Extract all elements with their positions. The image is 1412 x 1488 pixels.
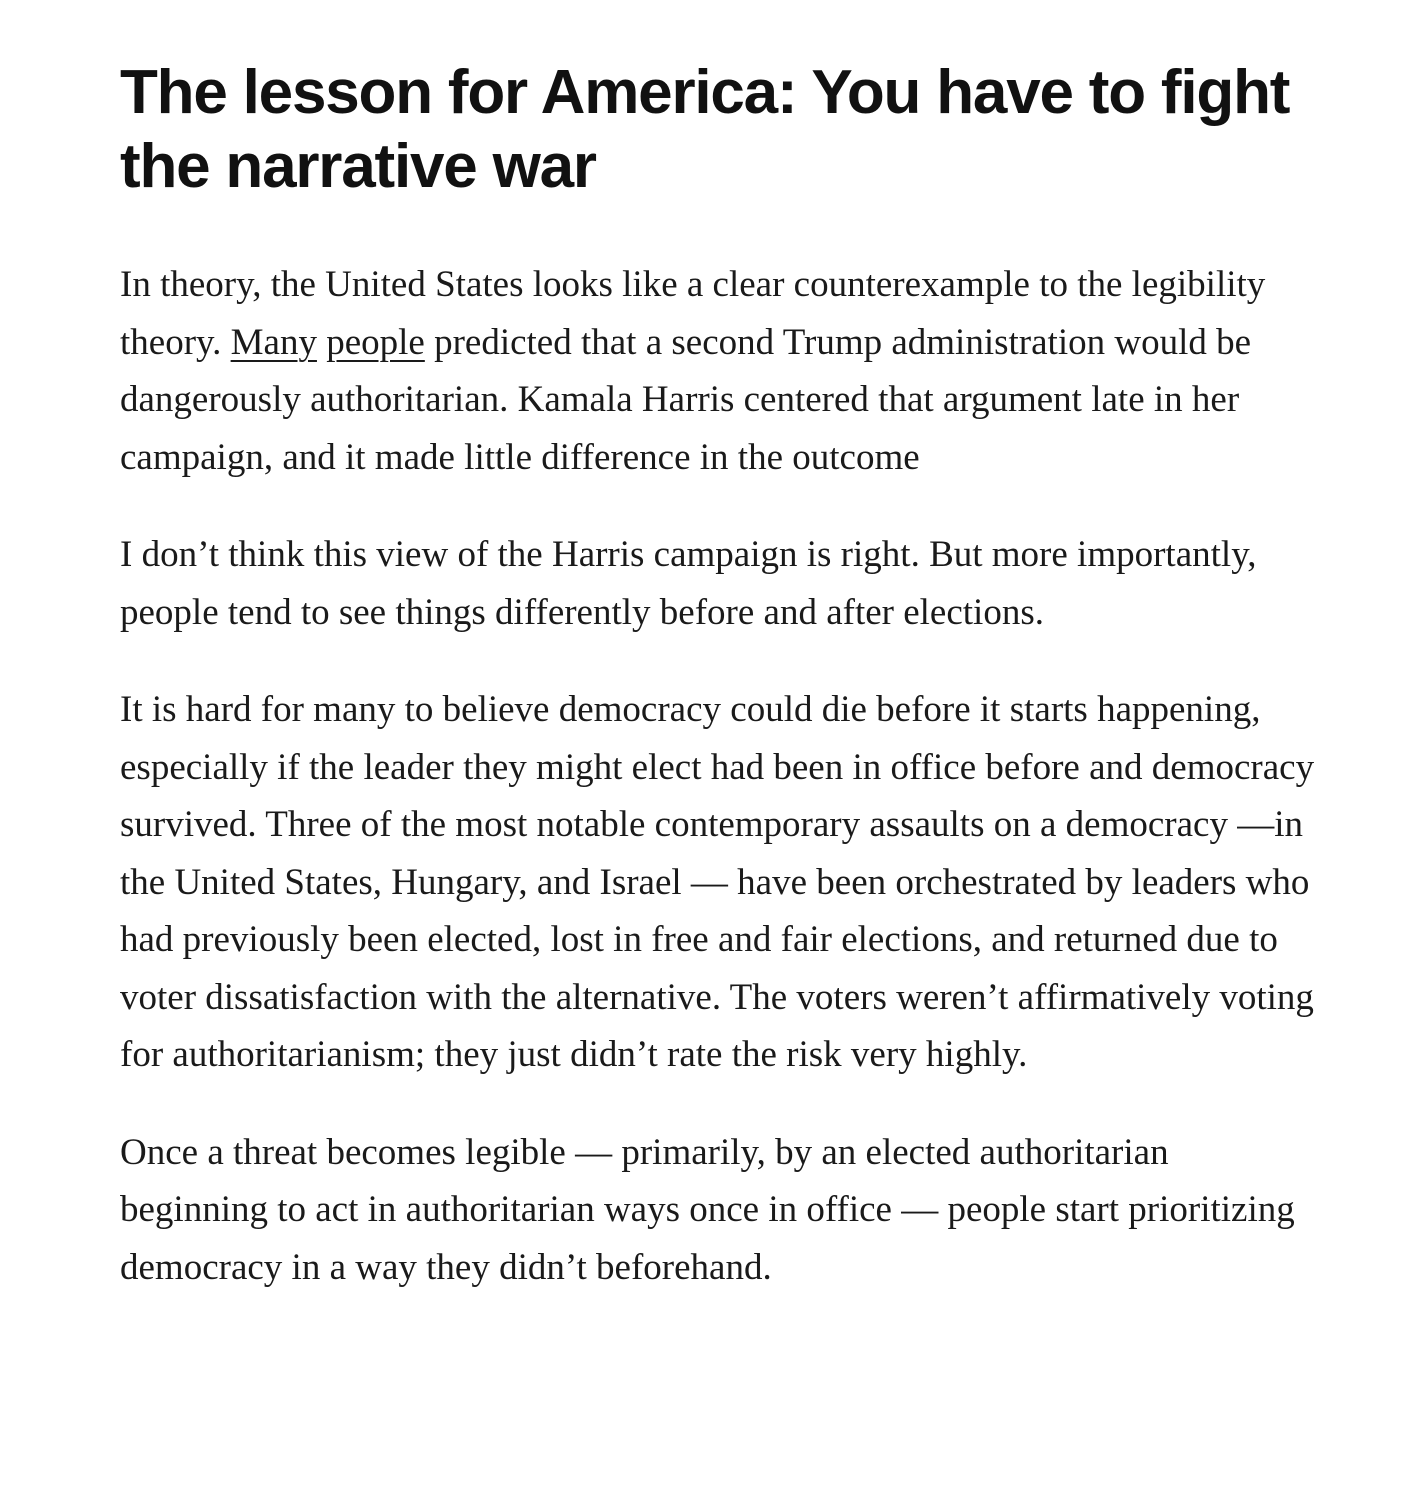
- paragraph-1-text-end: predicted that a second Trump administration would be dangerously authoritarian. Kamala Harris centered that argument late in her campaign, and it made little difference in the outcome: [120, 321, 1252, 478]
- paragraph-1-text-start: In theory, the United States looks like a clear counterexample to the legibility theory.: [120, 264, 1266, 363]
- article: [120, 56, 1320, 1336]
- article-body: [120, 256, 1320, 1296]
- paragraph-3: It is hard for many to believe democracy could die before it starts happening, especially if the leader they might elect had been in office before and democracy survived. Three of the most notable contemporary assaults on a democracy —in the United States, Hungary, and Israel — have been orchestrated by leaders who had previously been elected, lost in free and fair elections, and returned due to voter dissatisfaction with the alternative. The voters weren’t affirmatively voting for authoritarianism; they just didn’t rate the risk very highly.: [120, 689, 1315, 1075]
- paragraph-2: I don’t think this view of the Harris campaign is right. But more importantly, people tend to see things differently before and after elections.: [120, 534, 1257, 633]
- many-link[interactable]: Many: [230, 321, 317, 363]
- section-headline: The lesson for America: You have to fight the narrative war: [120, 58, 1290, 201]
- people-link[interactable]: people: [326, 321, 425, 363]
- paragraph-4: Once a threat becomes legible — primarily, by an elected authoritarian beginning to act in authoritarian ways once in office — people start prioritizing democracy in a way they didn’t beforehand.: [120, 1131, 1295, 1288]
- paragraph-1: [120, 256, 1320, 486]
